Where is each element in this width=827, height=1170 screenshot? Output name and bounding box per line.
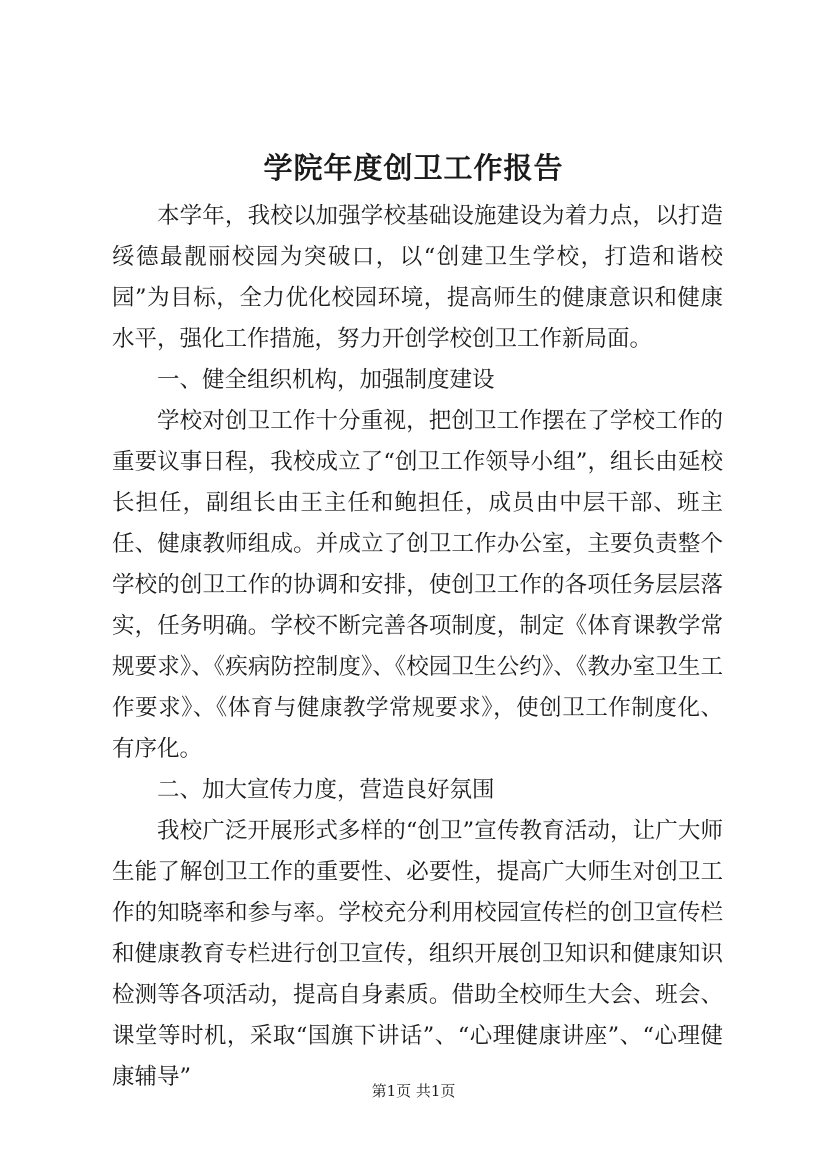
section-heading-1: 一、健全组织机构，加强制度建设 <box>157 367 495 393</box>
paragraph-intro: 本学年，我校以加强学校基础设施建设为着力点，以打造绥德最靓丽校园为突破口，以“创建卫生学校，打造和谐校园”为目标，全力优化校园环境，提高师生的健康意识和健康水平，强化工作措施，努力开创学校创卫工作新局面。 <box>112 203 723 352</box>
page-footer: 第1页 共1页 <box>371 1082 456 1100</box>
section-heading-2: 二、加大宣传力度，营造良好氛围 <box>157 777 495 803</box>
document-title: 学院年度创卫工作报告 <box>263 151 564 185</box>
paragraph-publicity: 我校广泛开展形式多样的“创卫”宣传教育活动，让广大师生能了解创卫工作的重要性、必要性，提高广大师生对创卫工作的知晓率和参与率。学校充分利用校园宣传栏的创卫宣传栏和健康教育专栏进行创卫宣传，组织开展创卫知识和健康知识检测等各项活动，提高自身素质。借助全校师生大会、班会、课堂等时机，采取“国旗下讲话”、“心理健康讲座”、“心理健康辅导” <box>112 818 723 1090</box>
document-body <box>112 196 723 1098</box>
paragraph-organization: 学校对创卫工作十分重视，把创卫工作摆在了学校工作的重要议事日程，我校成立了“创卫工作领导小组”，组长由延校长担任，副组长由王主任和鲍担任，成员由中层干部、班主任、健康教师组成。并成立了创卫工作办公室，主要负责整个学校的创卫工作的协调和安排，使创卫工作的各项任务层层落实，任务明确。学校不断完善各项制度，制定《体育课教学常规要求》、《疾病防控制度》、《校园卫生公约》、《教办室卫生工作要求》、《体育与健康教学常规要求》，使创卫工作制度化、有序化。 <box>112 408 723 762</box>
